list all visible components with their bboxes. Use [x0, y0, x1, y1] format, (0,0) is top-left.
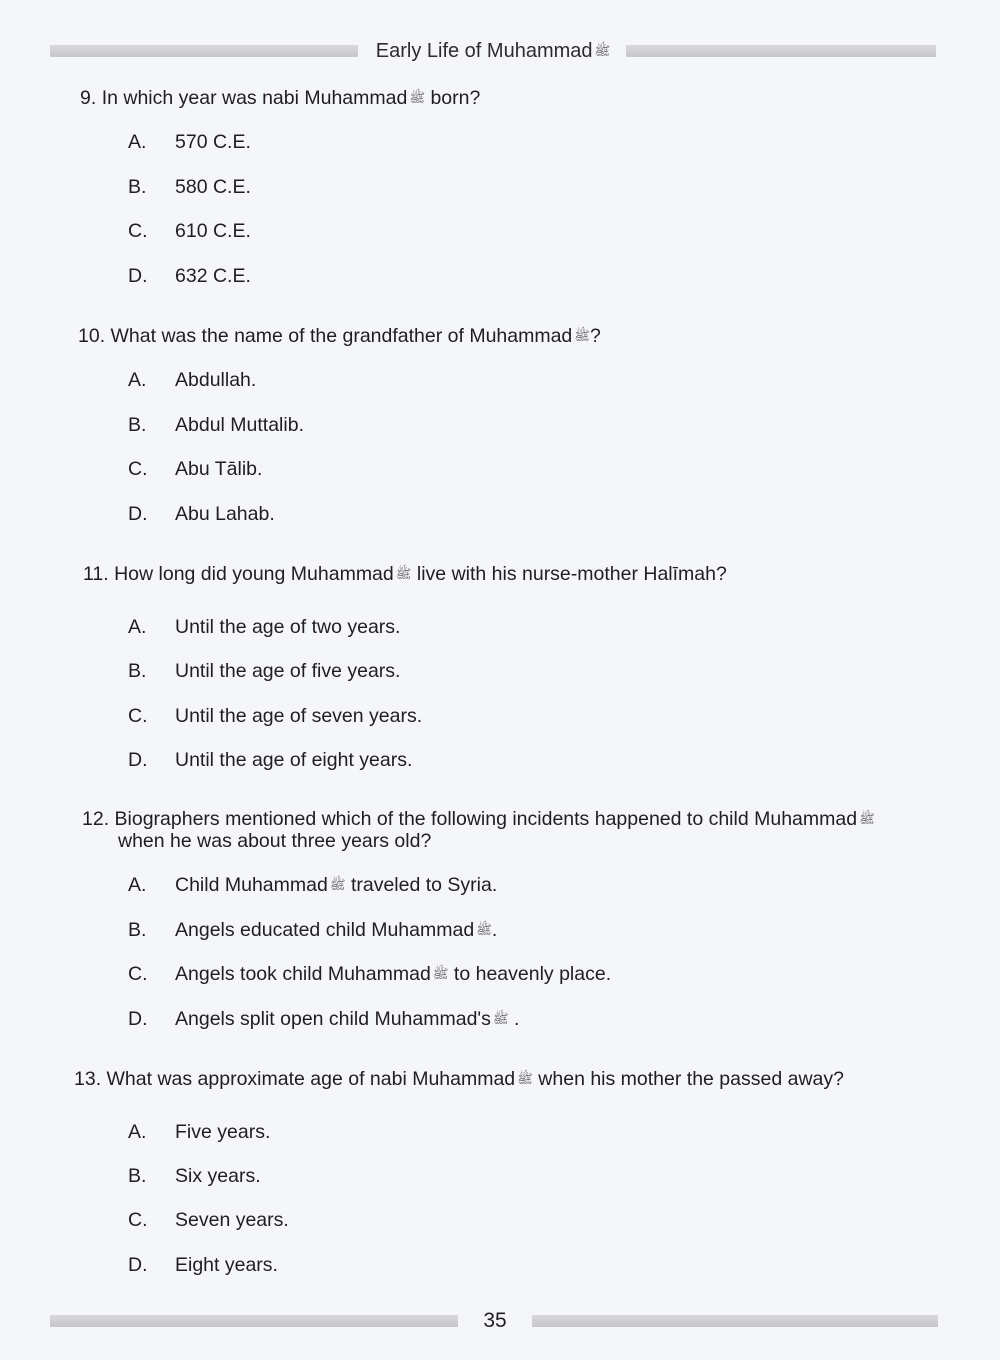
option-10a	[128, 368, 256, 392]
option-letter: D.	[128, 503, 148, 525]
option-11a	[128, 615, 400, 639]
option-text-tail: .	[491, 919, 498, 941]
honorific-icon: ﷺ	[594, 43, 611, 58]
option-text: Angels split open child Muhammad's	[175, 1008, 491, 1030]
page-header	[50, 40, 936, 62]
option-letter: A.	[128, 874, 147, 896]
option-text: Abdullah.	[175, 369, 257, 391]
option-letter: C.	[128, 458, 148, 480]
option-12b	[128, 918, 497, 942]
footer-rule-left	[50, 1315, 458, 1327]
question-text-line2: when he was about three years old?	[118, 830, 432, 852]
option-text: 610 C.E.	[175, 220, 251, 242]
page-number: 35	[483, 1309, 507, 1332]
option-11b	[128, 659, 400, 683]
header-title	[368, 40, 618, 62]
question-text: What was approximate age of nabi Muhammad	[106, 1068, 516, 1090]
honorific-icon: ﷺ	[329, 877, 346, 892]
question-number: 11.	[83, 563, 109, 585]
option-text: Angels educated child Muhammad	[175, 919, 475, 941]
option-text: Six years.	[175, 1165, 261, 1187]
option-13b	[128, 1164, 261, 1188]
option-letter: C.	[128, 1209, 148, 1231]
question-11	[83, 563, 943, 585]
option-letter: D.	[128, 749, 148, 771]
option-12c	[128, 962, 611, 986]
question-text: Biographers mentioned which of the following incidents happened to child Muhammad	[114, 808, 858, 830]
option-9a	[128, 130, 251, 154]
option-letter: D.	[128, 265, 148, 287]
option-letter: C.	[128, 220, 148, 242]
option-9c	[128, 219, 251, 243]
option-letter: C.	[128, 705, 148, 727]
question-number: 12.	[82, 808, 110, 830]
question-number: 13.	[74, 1068, 102, 1090]
option-13c	[128, 1208, 289, 1232]
option-text-tail: traveled to Syria.	[345, 874, 498, 896]
option-letter: D.	[128, 1254, 148, 1276]
option-11c	[128, 704, 422, 728]
honorific-icon: ﷺ	[574, 328, 590, 343]
header-rule-right	[626, 45, 936, 57]
question-13	[74, 1068, 934, 1090]
option-text-tail: to heavenly place.	[448, 963, 612, 985]
footer-rule-right	[532, 1315, 938, 1327]
option-11d	[128, 748, 412, 772]
option-9d	[128, 264, 251, 288]
option-letter: D.	[128, 1008, 148, 1030]
honorific-icon: ﷺ	[859, 811, 875, 826]
option-12a	[128, 873, 497, 897]
honorific-icon: ﷺ	[517, 1071, 533, 1086]
question-9	[80, 87, 940, 109]
option-letter: A.	[128, 616, 147, 638]
question-text-tail: ?	[590, 325, 601, 347]
question-text: In which year was nabi Muhammad	[101, 87, 408, 109]
option-text: Seven years.	[175, 1209, 289, 1231]
question-text: What was the name of the grandfather of Muhammad	[110, 325, 573, 347]
option-letter: C.	[128, 963, 148, 985]
option-text: Five years.	[175, 1121, 271, 1143]
option-text: Until the age of two years.	[175, 616, 401, 638]
option-text: Until the age of eight years.	[175, 749, 413, 771]
option-text: Eight years.	[175, 1254, 278, 1276]
question-12	[82, 808, 942, 852]
option-text: Abdul Muttalib.	[175, 414, 304, 436]
question-text-tail: live with his nurse-mother Halīmah?	[411, 563, 727, 585]
option-text: 580 C.E.	[175, 176, 251, 198]
question-text-tail: born?	[425, 87, 481, 109]
question-text-tail: when his mother the passed away?	[532, 1068, 844, 1090]
question-10	[78, 325, 938, 347]
option-10d	[128, 502, 275, 526]
honorific-icon: ﷺ	[395, 566, 412, 581]
honorific-icon: ﷺ	[432, 966, 449, 981]
honorific-icon: ﷺ	[409, 90, 426, 105]
option-letter: A.	[128, 131, 147, 153]
option-letter: B.	[128, 176, 147, 198]
option-10b	[128, 413, 304, 437]
option-text: Abu Lahab.	[175, 503, 275, 525]
option-letter: B.	[128, 1165, 147, 1187]
honorific-icon: ﷺ	[476, 922, 492, 937]
question-number: 10.	[78, 325, 106, 347]
option-text: Until the age of five years.	[175, 660, 401, 682]
option-13a	[128, 1120, 270, 1144]
option-text: Child Muhammad	[175, 874, 328, 896]
option-letter: A.	[128, 369, 147, 391]
option-12d	[128, 1007, 519, 1031]
header-rule-left	[50, 45, 358, 57]
option-letter: B.	[128, 919, 147, 941]
option-text: Angels took child Muhammad	[175, 963, 431, 985]
honorific-icon: ﷺ	[492, 1011, 509, 1026]
option-9b	[128, 175, 251, 199]
question-text: How long did young Muhammad	[114, 563, 394, 585]
option-text: 570 C.E.	[175, 131, 251, 153]
option-letter: B.	[128, 414, 147, 436]
header-title-text: Early Life of Muhammad	[375, 40, 593, 62]
question-number: 9.	[80, 87, 97, 109]
option-letter: A.	[128, 1121, 147, 1143]
option-text: 632 C.E.	[175, 265, 251, 287]
option-text-tail: .	[508, 1008, 520, 1030]
option-text: Abu Tālib.	[175, 458, 263, 480]
option-13d	[128, 1253, 278, 1277]
page-footer	[50, 1308, 938, 1334]
option-letter: B.	[128, 660, 147, 682]
option-10c	[128, 457, 262, 481]
option-text: Until the age of seven years.	[175, 705, 423, 727]
